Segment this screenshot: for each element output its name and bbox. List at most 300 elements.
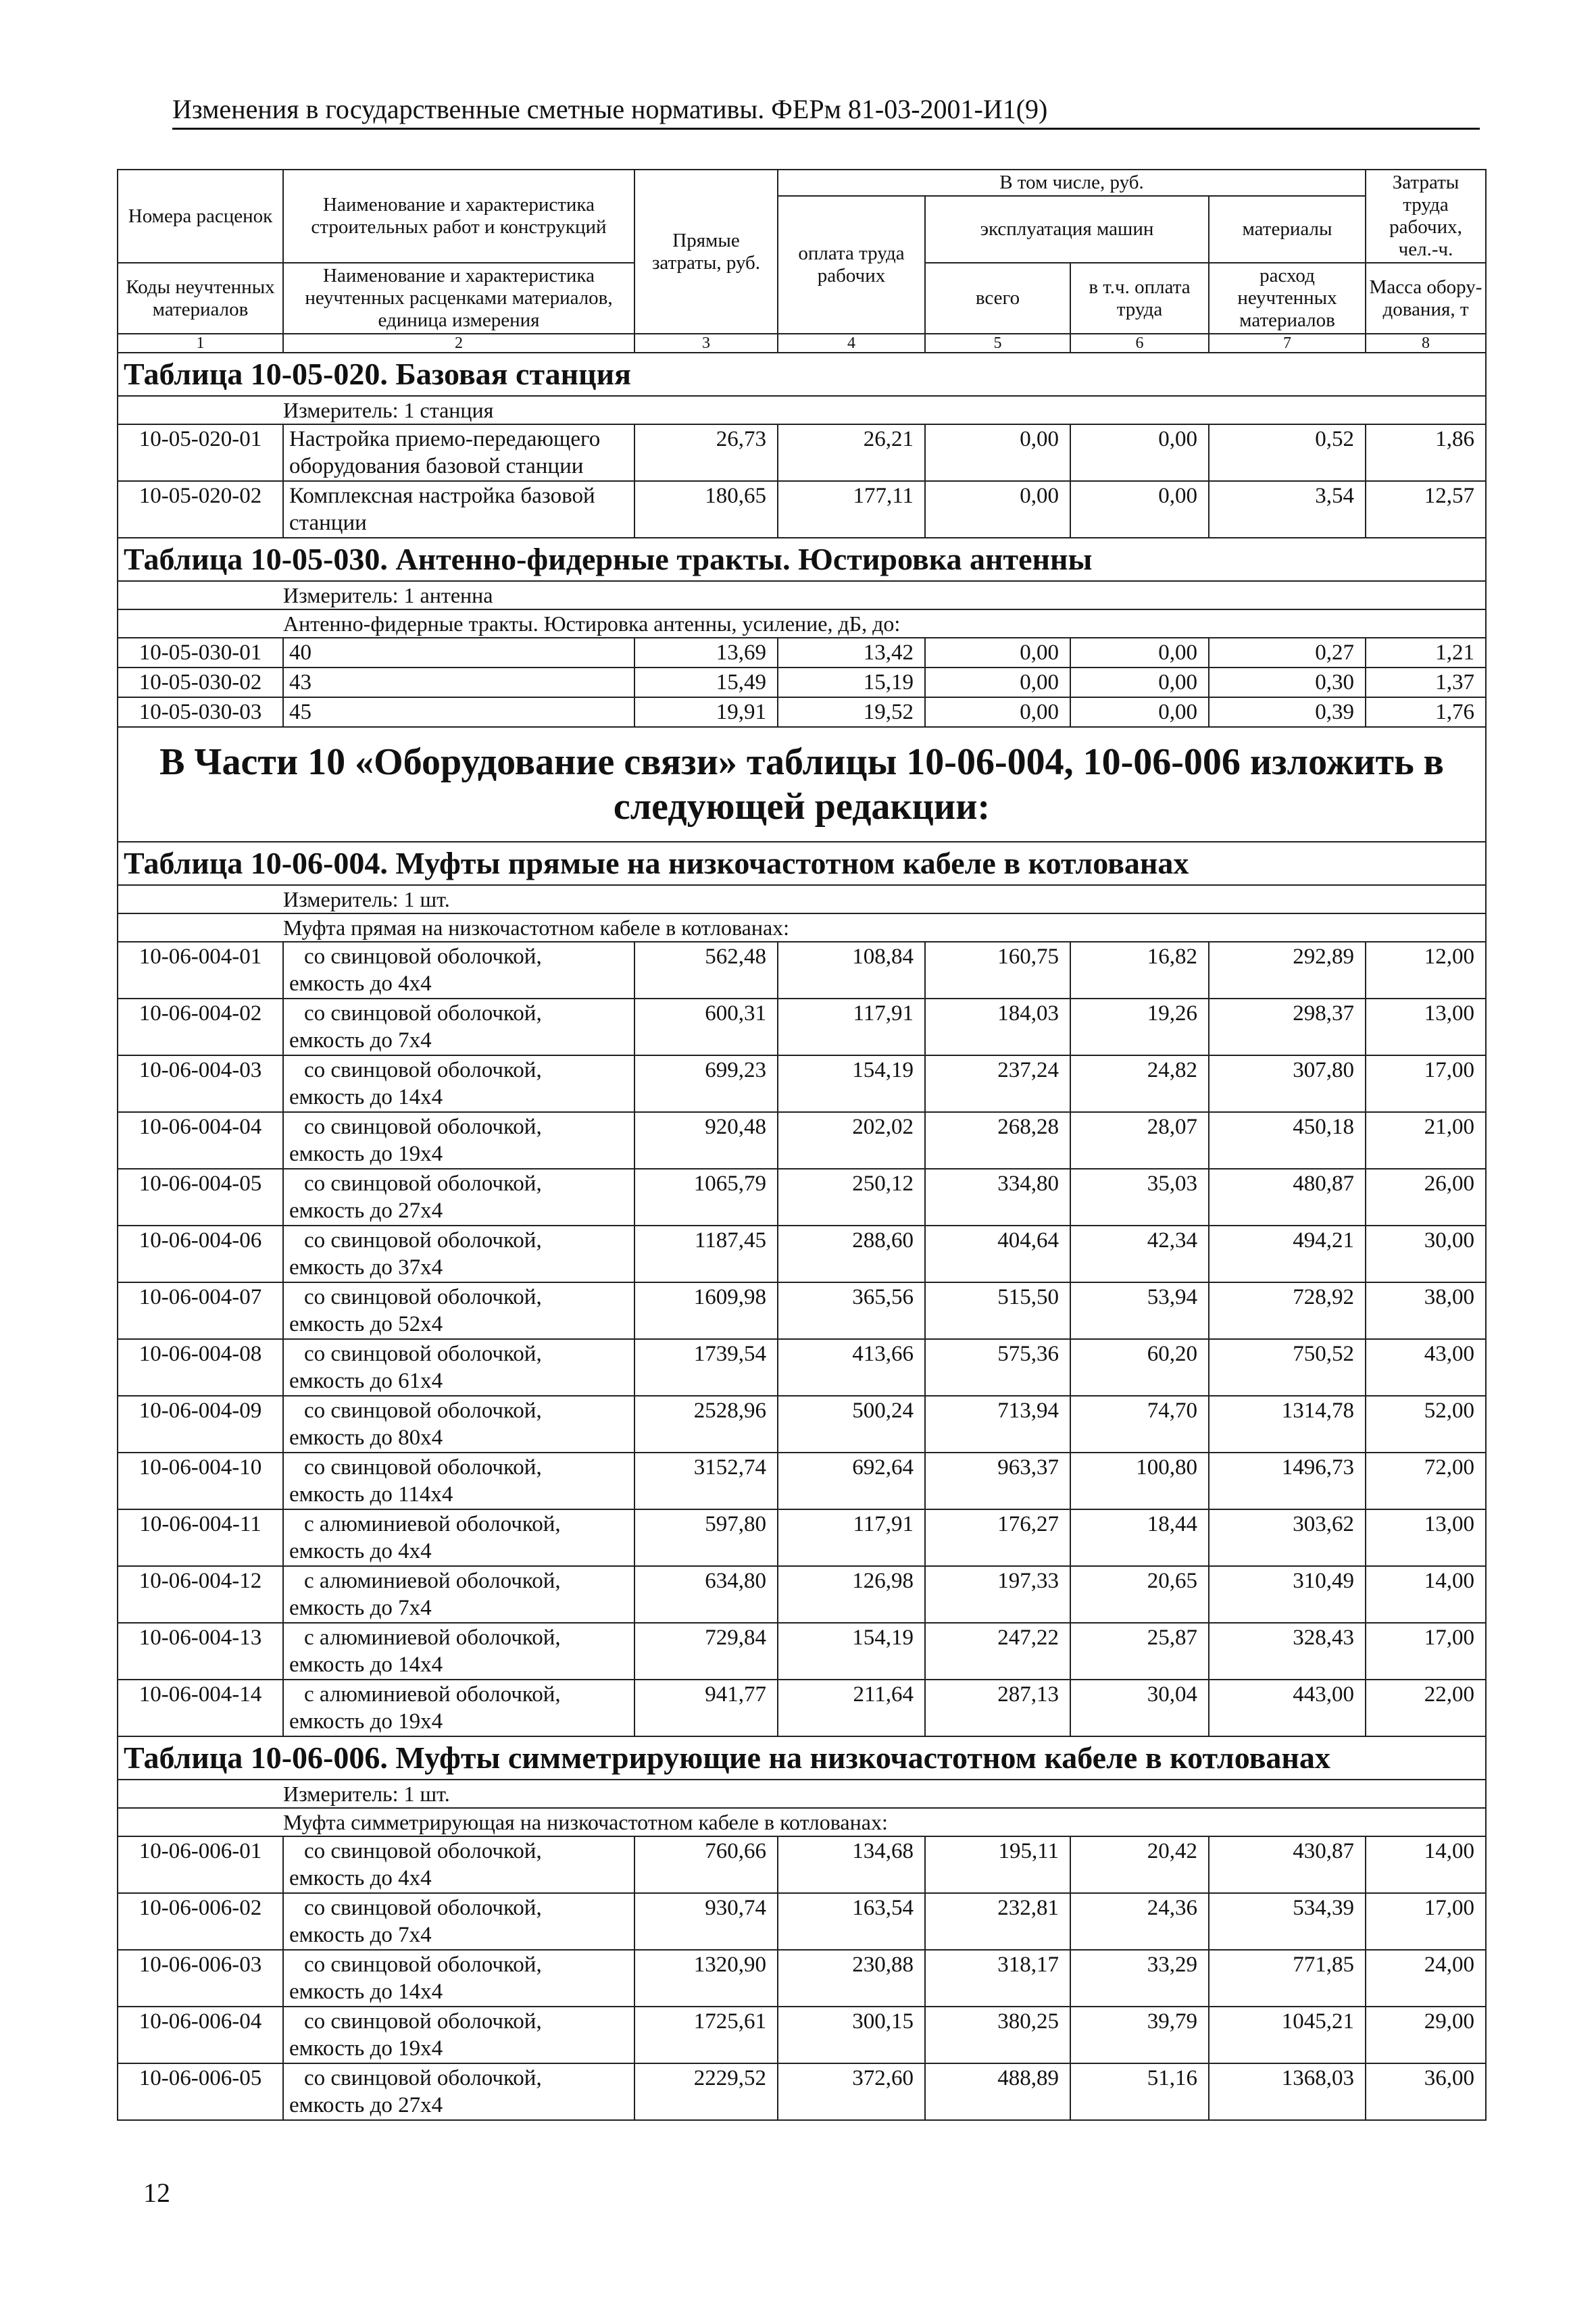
machines-labor: 0,00 (1070, 668, 1209, 697)
machines-total: 713,94 (925, 1396, 1070, 1453)
col3-header: Прямые затраты, руб. (634, 170, 778, 334)
direct-cost: 1065,79 (634, 1169, 778, 1226)
machines-header: эксплуатация машин (925, 196, 1209, 263)
description-line: емкость до 19х4 (289, 1709, 443, 1734)
labor-pay: 692,64 (778, 1453, 925, 1509)
machines-labor: 35,03 (1070, 1169, 1209, 1226)
unit-label-text: Измеритель: 1 шт. (283, 887, 450, 911)
description-line: со свинцовой оболочкой, (304, 2009, 542, 2034)
machines-total: 404,64 (925, 1226, 1070, 1282)
unit-label-row (118, 1780, 1486, 1808)
labor-pay: 108,84 (778, 942, 925, 999)
rate-description: 40 (283, 638, 634, 668)
labor-hours: 12,00 (1366, 942, 1486, 999)
direct-cost: 26,73 (634, 424, 778, 481)
rate-code: 10-05-030-01 (118, 638, 283, 668)
description-line: со свинцовой оболочкой, (304, 1896, 542, 1920)
labor-hours: 12,57 (1366, 481, 1486, 538)
machines-total: 176,27 (925, 1509, 1070, 1566)
direct-cost: 2528,96 (634, 1396, 778, 1453)
description-line: с алюминиевой оболочкой, (304, 1512, 561, 1536)
table-row (118, 1836, 1486, 1893)
rate-code: 10-06-004-14 (118, 1680, 283, 1736)
description-line: со свинцовой оболочкой, (304, 1058, 542, 1082)
labor-hours: 1,86 (1366, 424, 1486, 481)
materials: 0,39 (1209, 697, 1366, 727)
labor-pay: 300,15 (778, 2007, 925, 2063)
machines-labor: 51,16 (1070, 2063, 1209, 2120)
table-row (118, 1226, 1486, 1282)
machines-labor: 28,07 (1070, 1112, 1209, 1169)
description-line: емкость до 4х4 (289, 1866, 432, 1890)
materials: 1368,03 (1209, 2063, 1366, 2120)
direct-cost: 729,84 (634, 1623, 778, 1680)
materials: 303,62 (1209, 1509, 1366, 1566)
machines-labor: 0,00 (1070, 424, 1209, 481)
labor-pay: 117,91 (778, 1509, 925, 1566)
rate-code: 10-06-006-03 (118, 1950, 283, 2007)
labor-pay: 365,56 (778, 1282, 925, 1339)
rate-description (283, 942, 634, 999)
col-number: 1 (118, 334, 283, 353)
table-row (118, 999, 1486, 1055)
rate-description (283, 1339, 634, 1396)
machines-total: 232,81 (925, 1893, 1070, 1950)
machines-total: 0,00 (925, 697, 1070, 727)
description-line: емкость до 19х4 (289, 2036, 443, 2061)
direct-cost: 930,74 (634, 1893, 778, 1950)
rate-description (283, 2063, 634, 2120)
description-line: емкость до 14х4 (289, 1085, 443, 1109)
labor-pay: 211,64 (778, 1680, 925, 1736)
labor-pay: 13,42 (778, 638, 925, 668)
machines-labor: 33,29 (1070, 1950, 1209, 2007)
rate-code: 10-06-004-01 (118, 942, 283, 999)
table-row (118, 1112, 1486, 1169)
table-row (118, 2063, 1486, 2120)
machines-total: 184,03 (925, 999, 1070, 1055)
table-row (118, 1339, 1486, 1396)
materials: 494,21 (1209, 1226, 1366, 1282)
table-row (118, 1893, 1486, 1950)
machines-total: 268,28 (925, 1112, 1070, 1169)
machines-total: 575,36 (925, 1339, 1070, 1396)
labor-pay: 230,88 (778, 1950, 925, 2007)
col-number: 3 (634, 334, 778, 353)
direct-cost: 562,48 (634, 942, 778, 999)
materials: 307,80 (1209, 1055, 1366, 1112)
col7-top-header: материалы (1209, 196, 1366, 263)
labor-pay: 126,98 (778, 1566, 925, 1623)
table-row (118, 1453, 1486, 1509)
labor-hours: 21,00 (1366, 1112, 1486, 1169)
direct-cost: 1187,45 (634, 1226, 778, 1282)
direct-cost: 19,91 (634, 697, 778, 727)
col1-top-header: Номера расценок (118, 170, 283, 263)
machines-total: 197,33 (925, 1566, 1070, 1623)
rate-description (283, 1169, 634, 1226)
table-row (118, 942, 1486, 999)
table-row (118, 1169, 1486, 1226)
description-line: с алюминиевой оболочкой, (304, 1569, 561, 1593)
direct-cost: 597,80 (634, 1509, 778, 1566)
col-number: 7 (1209, 334, 1366, 353)
col7-bottom-header: расход неучтенных материалов (1209, 263, 1366, 334)
machines-total: 0,00 (925, 638, 1070, 668)
labor-hours: 43,00 (1366, 1339, 1486, 1396)
table-row (118, 424, 1486, 481)
direct-cost: 1739,54 (634, 1339, 778, 1396)
machines-labor: 24,36 (1070, 1893, 1209, 1950)
labor-hours: 14,00 (1366, 1566, 1486, 1623)
labor-hours: 1,37 (1366, 668, 1486, 697)
rate-description (283, 1623, 634, 1680)
unit-label-row (118, 396, 1486, 424)
materials: 298,37 (1209, 999, 1366, 1055)
page-header: Изменения в государственные сметные нормативы. ФЕРм 81-03-2001-И1(9) (172, 93, 1480, 130)
description-line: емкость до 14х4 (289, 1980, 443, 2004)
table-row (118, 2007, 1486, 2063)
labor-hours: 30,00 (1366, 1226, 1486, 1282)
table-title: Таблица 10-06-004. Муфты прямые на низкочастотном кабеле в котлованах (118, 842, 1486, 885)
rate-code: 10-06-004-07 (118, 1282, 283, 1339)
machines-total: 237,24 (925, 1055, 1070, 1112)
rate-description (283, 1950, 634, 2007)
machines-total: 160,75 (925, 942, 1070, 999)
materials: 771,85 (1209, 1950, 1366, 2007)
unit-label-text: Измеритель: 1 станция (283, 398, 494, 422)
rate-code: 10-06-004-06 (118, 1226, 283, 1282)
rate-description (283, 481, 634, 538)
rate-description: 43 (283, 668, 634, 697)
group-label-text: Муфта симметрирующая на низкочастотном кабеле в котлованах: (283, 1810, 888, 1834)
machines-total: 287,13 (925, 1680, 1070, 1736)
table-row (118, 1282, 1486, 1339)
group-label (118, 913, 1486, 942)
col8-bottom-header: Масса обору-дования, т (1366, 263, 1486, 334)
direct-cost: 2229,52 (634, 2063, 778, 2120)
group-label (118, 1808, 1486, 1836)
materials: 1045,21 (1209, 2007, 1366, 2063)
labor-hours: 14,00 (1366, 1836, 1486, 1893)
labor-hours: 17,00 (1366, 1623, 1486, 1680)
col-number: 5 (925, 334, 1070, 353)
direct-cost: 699,23 (634, 1055, 778, 1112)
rate-code: 10-06-006-02 (118, 1893, 283, 1950)
labor-pay: 202,02 (778, 1112, 925, 1169)
rate-description (283, 1566, 634, 1623)
machines-labor: 53,94 (1070, 1282, 1209, 1339)
materials: 310,49 (1209, 1566, 1366, 1623)
table-row (118, 481, 1486, 538)
column-numbers-row (118, 334, 1486, 353)
table-body (118, 170, 1486, 2120)
unit-label-row (118, 885, 1486, 913)
table-row (118, 638, 1486, 668)
direct-cost: 180,65 (634, 481, 778, 538)
description-line: со свинцовой оболочкой, (304, 1839, 542, 1863)
description-line: емкость до 4х4 (289, 1539, 432, 1563)
col-number: 2 (283, 334, 634, 353)
table-row (118, 1509, 1486, 1566)
machines-total: 380,25 (925, 2007, 1070, 2063)
direct-cost: 920,48 (634, 1112, 778, 1169)
description-line: Настройка приемо-передающего (289, 427, 601, 451)
labor-hours: 13,00 (1366, 999, 1486, 1055)
labor-hours: 26,00 (1366, 1169, 1486, 1226)
machines-total: 0,00 (925, 424, 1070, 481)
description-line: со свинцовой оболочкой, (304, 1172, 542, 1196)
labor-hours: 38,00 (1366, 1282, 1486, 1339)
table-row (118, 668, 1486, 697)
table-row (118, 1055, 1486, 1112)
table-row (118, 1396, 1486, 1453)
unit-label-row (118, 581, 1486, 609)
col-number: 8 (1366, 334, 1486, 353)
description-line: емкость до 114х4 (289, 1482, 453, 1507)
rate-description (283, 2007, 634, 2063)
description-line: со свинцовой оболочкой, (304, 1953, 542, 1977)
labor-pay: 19,52 (778, 697, 925, 727)
direct-cost: 13,69 (634, 638, 778, 668)
rate-description (283, 1893, 634, 1950)
labor-hours: 17,00 (1366, 1893, 1486, 1950)
machines-labor: 74,70 (1070, 1396, 1209, 1453)
rate-code: 10-06-004-05 (118, 1169, 283, 1226)
col-number: 4 (778, 334, 925, 353)
direct-cost: 760,66 (634, 1836, 778, 1893)
labor-pay: 413,66 (778, 1339, 925, 1396)
table-title: Таблица 10-05-030. Антенно-фидерные тракты. Юстировка антенны (118, 538, 1486, 581)
description-line: со свинцовой оболочкой, (304, 1228, 542, 1253)
table-title: Таблица 10-06-006. Муфты симметрирующие на низкочастотном кабеле в котлованах (118, 1736, 1486, 1780)
description-line: со свинцовой оболочкой, (304, 1115, 542, 1139)
direct-cost: 1320,90 (634, 1950, 778, 2007)
rate-description (283, 1282, 634, 1339)
unit-label (118, 581, 1486, 609)
rate-description (283, 1453, 634, 1509)
labor-hours: 29,00 (1366, 2007, 1486, 2063)
description-line: емкость до 7х4 (289, 1028, 432, 1053)
unit-label (118, 396, 1486, 424)
page-number: 12 (143, 2178, 170, 2208)
machines-labor: 24,82 (1070, 1055, 1209, 1112)
col6-header: в т.ч. оплата труда (1070, 263, 1209, 334)
rate-code: 10-06-004-13 (118, 1623, 283, 1680)
description-line: емкость до 19х4 (289, 1142, 443, 1166)
machines-labor: 19,26 (1070, 999, 1209, 1055)
unit-label (118, 885, 1486, 913)
materials: 3,54 (1209, 481, 1366, 538)
table-row (118, 1950, 1486, 2007)
rate-description (283, 1396, 634, 1453)
table-title-row (118, 1736, 1486, 1780)
table-title: Таблица 10-05-020. Базовая станция (118, 353, 1486, 396)
rate-description: 45 (283, 697, 634, 727)
group-label-row (118, 913, 1486, 942)
description-line: емкость до 52х4 (289, 1312, 443, 1336)
col4-header: оплата труда рабочих (778, 196, 925, 334)
materials: 750,52 (1209, 1339, 1366, 1396)
labor-hours: 1,76 (1366, 697, 1486, 727)
amendment-notice: В Части 10 «Оборудование связи» таблицы 10-06-004, 10-06-006 изложить в следующей редакции: (118, 727, 1486, 842)
description-line: станции (289, 511, 367, 535)
direct-cost: 600,31 (634, 999, 778, 1055)
rate-code: 10-06-004-12 (118, 1566, 283, 1623)
rate-code: 10-06-004-04 (118, 1112, 283, 1169)
rate-description (283, 1836, 634, 1893)
description-line: емкость до 61х4 (289, 1369, 443, 1393)
description-line: со свинцовой оболочкой, (304, 1001, 542, 1026)
labor-pay: 288,60 (778, 1226, 925, 1282)
machines-total: 195,11 (925, 1836, 1070, 1893)
materials: 430,87 (1209, 1836, 1366, 1893)
labor-hours: 13,00 (1366, 1509, 1486, 1566)
table-title-row (118, 842, 1486, 885)
unit-label-text: Измеритель: 1 антенна (283, 583, 493, 607)
labor-pay: 154,19 (778, 1623, 925, 1680)
unit-label (118, 1780, 1486, 1808)
col2-bottom-header: Наименование и характеристика неучтенных расценками материалов, единица измерения (283, 263, 634, 334)
direct-cost: 15,49 (634, 668, 778, 697)
rate-description (283, 1680, 634, 1736)
rate-description (283, 1112, 634, 1169)
machines-total: 0,00 (925, 668, 1070, 697)
description-line: со свинцовой оболочкой, (304, 945, 542, 969)
col5-header: всего (925, 263, 1070, 334)
description-line: емкость до 27х4 (289, 1199, 443, 1223)
description-line: со свинцовой оболочкой, (304, 1455, 542, 1480)
group-label-text: Антенно-фидерные тракты. Юстировка антенны, усиление, дБ, до: (283, 611, 901, 636)
rate-code: 10-06-006-04 (118, 2007, 283, 2063)
rate-code: 10-06-004-10 (118, 1453, 283, 1509)
incl-header: В том числе, руб. (778, 170, 1366, 196)
labor-pay: 117,91 (778, 999, 925, 1055)
table-title-row (118, 353, 1486, 396)
description-line: со свинцовой оболочкой, (304, 1285, 542, 1309)
labor-pay: 134,68 (778, 1836, 925, 1893)
description-line: оборудования базовой станции (289, 454, 584, 478)
rate-code: 10-06-006-05 (118, 2063, 283, 2120)
machines-labor: 60,20 (1070, 1339, 1209, 1396)
labor-hours: 22,00 (1366, 1680, 1486, 1736)
description-line: емкость до 7х4 (289, 1596, 432, 1620)
rate-code: 10-06-006-01 (118, 1836, 283, 1893)
machines-total: 318,17 (925, 1950, 1070, 2007)
unit-label-text: Измеритель: 1 шт. (283, 1782, 450, 1806)
rate-code: 10-06-004-03 (118, 1055, 283, 1112)
labor-pay: 177,11 (778, 481, 925, 538)
direct-cost: 941,77 (634, 1680, 778, 1736)
rate-code: 10-05-020-02 (118, 481, 283, 538)
labor-hours: 17,00 (1366, 1055, 1486, 1112)
description-line: емкость до 27х4 (289, 2093, 443, 2117)
labor-pay: 250,12 (778, 1169, 925, 1226)
machines-labor: 0,00 (1070, 697, 1209, 727)
machines-labor: 30,04 (1070, 1680, 1209, 1736)
rate-description (283, 1055, 634, 1112)
col-number: 6 (1070, 334, 1209, 353)
direct-cost: 1609,98 (634, 1282, 778, 1339)
materials: 1496,73 (1209, 1453, 1366, 1509)
machines-total: 963,37 (925, 1453, 1070, 1509)
rate-description (283, 999, 634, 1055)
description-line: емкость до 7х4 (289, 1923, 432, 1947)
labor-pay: 372,60 (778, 2063, 925, 2120)
materials: 480,87 (1209, 1169, 1366, 1226)
group-label (118, 609, 1486, 638)
table-row (118, 1623, 1486, 1680)
labor-pay: 15,19 (778, 668, 925, 697)
description-line: емкость до 80х4 (289, 1426, 443, 1450)
materials: 0,27 (1209, 638, 1366, 668)
description-line: емкость до 4х4 (289, 972, 432, 996)
table-title-row (118, 538, 1486, 581)
labor-pay: 163,54 (778, 1893, 925, 1950)
col2-top-header: Наименование и характеристика строительных работ и конструкций (283, 170, 634, 263)
description-line: Комплексная настройка базовой (289, 484, 595, 508)
machines-total: 334,80 (925, 1169, 1070, 1226)
group-label-row (118, 609, 1486, 638)
header-row-1 (118, 170, 1486, 196)
rate-code: 10-06-004-11 (118, 1509, 283, 1566)
rate-code: 10-05-030-03 (118, 697, 283, 727)
machines-labor: 25,87 (1070, 1623, 1209, 1680)
labor-hours: 36,00 (1366, 2063, 1486, 2120)
group-label-row (118, 1808, 1486, 1836)
materials: 534,39 (1209, 1893, 1366, 1950)
description-line: емкость до 14х4 (289, 1653, 443, 1677)
labor-hours: 1,21 (1366, 638, 1486, 668)
labor-pay: 500,24 (778, 1396, 925, 1453)
direct-cost: 3152,74 (634, 1453, 778, 1509)
rate-code: 10-05-020-01 (118, 424, 283, 481)
materials: 450,18 (1209, 1112, 1366, 1169)
machines-labor: 20,42 (1070, 1836, 1209, 1893)
machines-labor: 18,44 (1070, 1509, 1209, 1566)
notice-row (118, 727, 1486, 842)
materials: 443,00 (1209, 1680, 1366, 1736)
rate-description (283, 424, 634, 481)
table-row (118, 1680, 1486, 1736)
machines-total: 488,89 (925, 2063, 1070, 2120)
direct-cost: 634,80 (634, 1566, 778, 1623)
labor-hours: 72,00 (1366, 1453, 1486, 1509)
machines-labor: 39,79 (1070, 2007, 1209, 2063)
description-line: с алюминиевой оболочкой, (304, 1626, 561, 1650)
table-row (118, 697, 1486, 727)
machines-total: 247,22 (925, 1623, 1070, 1680)
machines-labor: 100,80 (1070, 1453, 1209, 1509)
col1-bottom-header: Коды неучтенных материалов (118, 263, 283, 334)
materials: 292,89 (1209, 942, 1366, 999)
labor-hours: 52,00 (1366, 1396, 1486, 1453)
rate-code: 10-05-030-02 (118, 668, 283, 697)
machines-labor: 16,82 (1070, 942, 1209, 999)
group-label-text: Муфта прямая на низкочастотном кабеле в котлованах: (283, 915, 790, 940)
materials: 728,92 (1209, 1282, 1366, 1339)
rate-code: 10-06-004-09 (118, 1396, 283, 1453)
machines-labor: 20,65 (1070, 1566, 1209, 1623)
labor-pay: 154,19 (778, 1055, 925, 1112)
description-line: с алюминиевой оболочкой, (304, 1682, 561, 1707)
labor-hours: 24,00 (1366, 1950, 1486, 2007)
machines-labor: 0,00 (1070, 638, 1209, 668)
norms-table (117, 169, 1487, 2121)
materials: 0,52 (1209, 424, 1366, 481)
materials: 328,43 (1209, 1623, 1366, 1680)
machines-labor: 42,34 (1070, 1226, 1209, 1282)
